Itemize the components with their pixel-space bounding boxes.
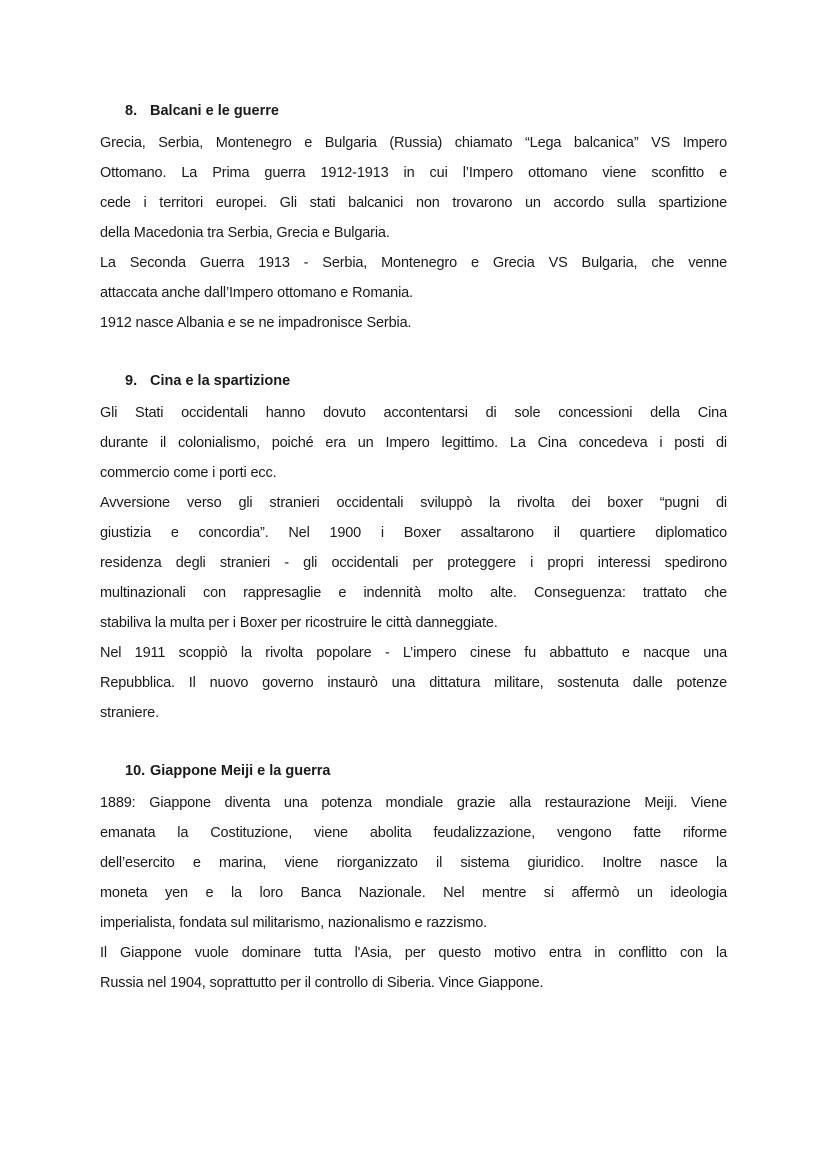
text-line: multinazionali con rappresaglie e indennità molto alte. Conseguenza: trattato che: [100, 585, 727, 601]
section-heading: [100, 368, 727, 398]
paragraph: [100, 788, 727, 938]
text-line: cede i territori europei. Gli stati balcanici non trovarono un accordo sulla spartizione: [100, 195, 727, 211]
text-line: Grecia, Serbia, Montenegro e Bulgaria (Russia) chiamato “Lega balcanica” VS Impero: [100, 135, 727, 151]
section-title: Cina e la spartizione: [150, 373, 291, 389]
text-line: 1889: Giappone diventa una potenza mondiale grazie alla restaurazione Meiji. Viene: [100, 795, 727, 811]
paragraph: [100, 938, 727, 998]
text-line: Il Giappone vuole dominare tutta l'Asia, per questo motivo entra in conflitto con la: [100, 945, 727, 961]
text-line: straniere.: [100, 705, 159, 721]
section-number: 9.: [125, 373, 138, 389]
paragraph: [100, 128, 727, 248]
text-line: attaccata anche dall’Impero ottomano e Romania.: [100, 285, 413, 301]
text-line: dell’esercito e marina, viene riorganizzato il sistema giuridico. Inoltre nasce la: [100, 855, 727, 871]
text-line: La Seconda Guerra 1913 - Serbia, Montenegro e Grecia VS Bulgaria, che venne: [100, 255, 727, 271]
text-line: imperialista, fondata sul militarismo, nazionalismo e razzismo.: [100, 915, 488, 931]
paragraph: [100, 488, 727, 638]
text-line: della Macedonia tra Serbia, Grecia e Bulgaria.: [100, 225, 390, 241]
text-line: Nel 1911 scoppiò la rivolta popolare - L’impero cinese fu abbattuto e nacque una: [100, 645, 727, 661]
text-line: durante il colonialismo, poiché era un Impero legittimo. La Cina concedeva i posti di: [100, 435, 727, 451]
section-heading: [100, 98, 727, 128]
text-line: Avversione verso gli stranieri occidentali sviluppò la rivolta dei boxer “pugni di: [100, 495, 727, 511]
section-title: Giappone Meiji e la guerra: [150, 763, 331, 779]
text-line: giustizia e concordia”. Nel 1900 i Boxer assaltarono il quartiere diplomatico: [100, 525, 727, 541]
text-line: Repubblica. Il nuovo governo instaurò una dittatura militare, sostenuta dalle potenze: [100, 675, 727, 691]
text-line: stabiliva la multa per i Boxer per ricostruire le città danneggiate.: [100, 615, 498, 631]
text-line: Gli Stati occidentali hanno dovuto accontentarsi di sole concessioni della Cina: [100, 405, 727, 421]
section-number: 8.: [125, 103, 138, 119]
paragraph: [100, 398, 727, 488]
text-line: Russia nel 1904, soprattutto per il controllo di Siberia. Vince Giappone.: [100, 975, 544, 991]
text-line: commercio come i porti ecc.: [100, 465, 277, 481]
section-heading: [100, 758, 727, 788]
text-line: 1912 nasce Albania e se ne impadronisce Serbia.: [100, 315, 412, 331]
paragraph: [100, 248, 727, 308]
text-line: Ottomano. La Prima guerra 1912-1913 in cui l’Impero ottomano viene sconfitto e: [100, 165, 727, 181]
section: [100, 98, 727, 338]
text-line: emanata la Costituzione, viene abolita feudalizzazione, vengono fatte riforme: [100, 825, 727, 841]
section: [100, 758, 727, 998]
document-page: [100, 98, 727, 1028]
paragraph: [100, 638, 727, 728]
section-number: 10.: [125, 763, 146, 779]
section: [100, 368, 727, 728]
paragraph: [100, 308, 727, 338]
section-title: Balcani e le guerre: [150, 103, 279, 119]
text-line: residenza degli stranieri - gli occidentali per proteggere i propri interessi spedirono: [100, 555, 727, 571]
text-line: moneta yen e la loro Banca Nazionale. Nel mentre si affermò un ideologia: [100, 885, 727, 901]
